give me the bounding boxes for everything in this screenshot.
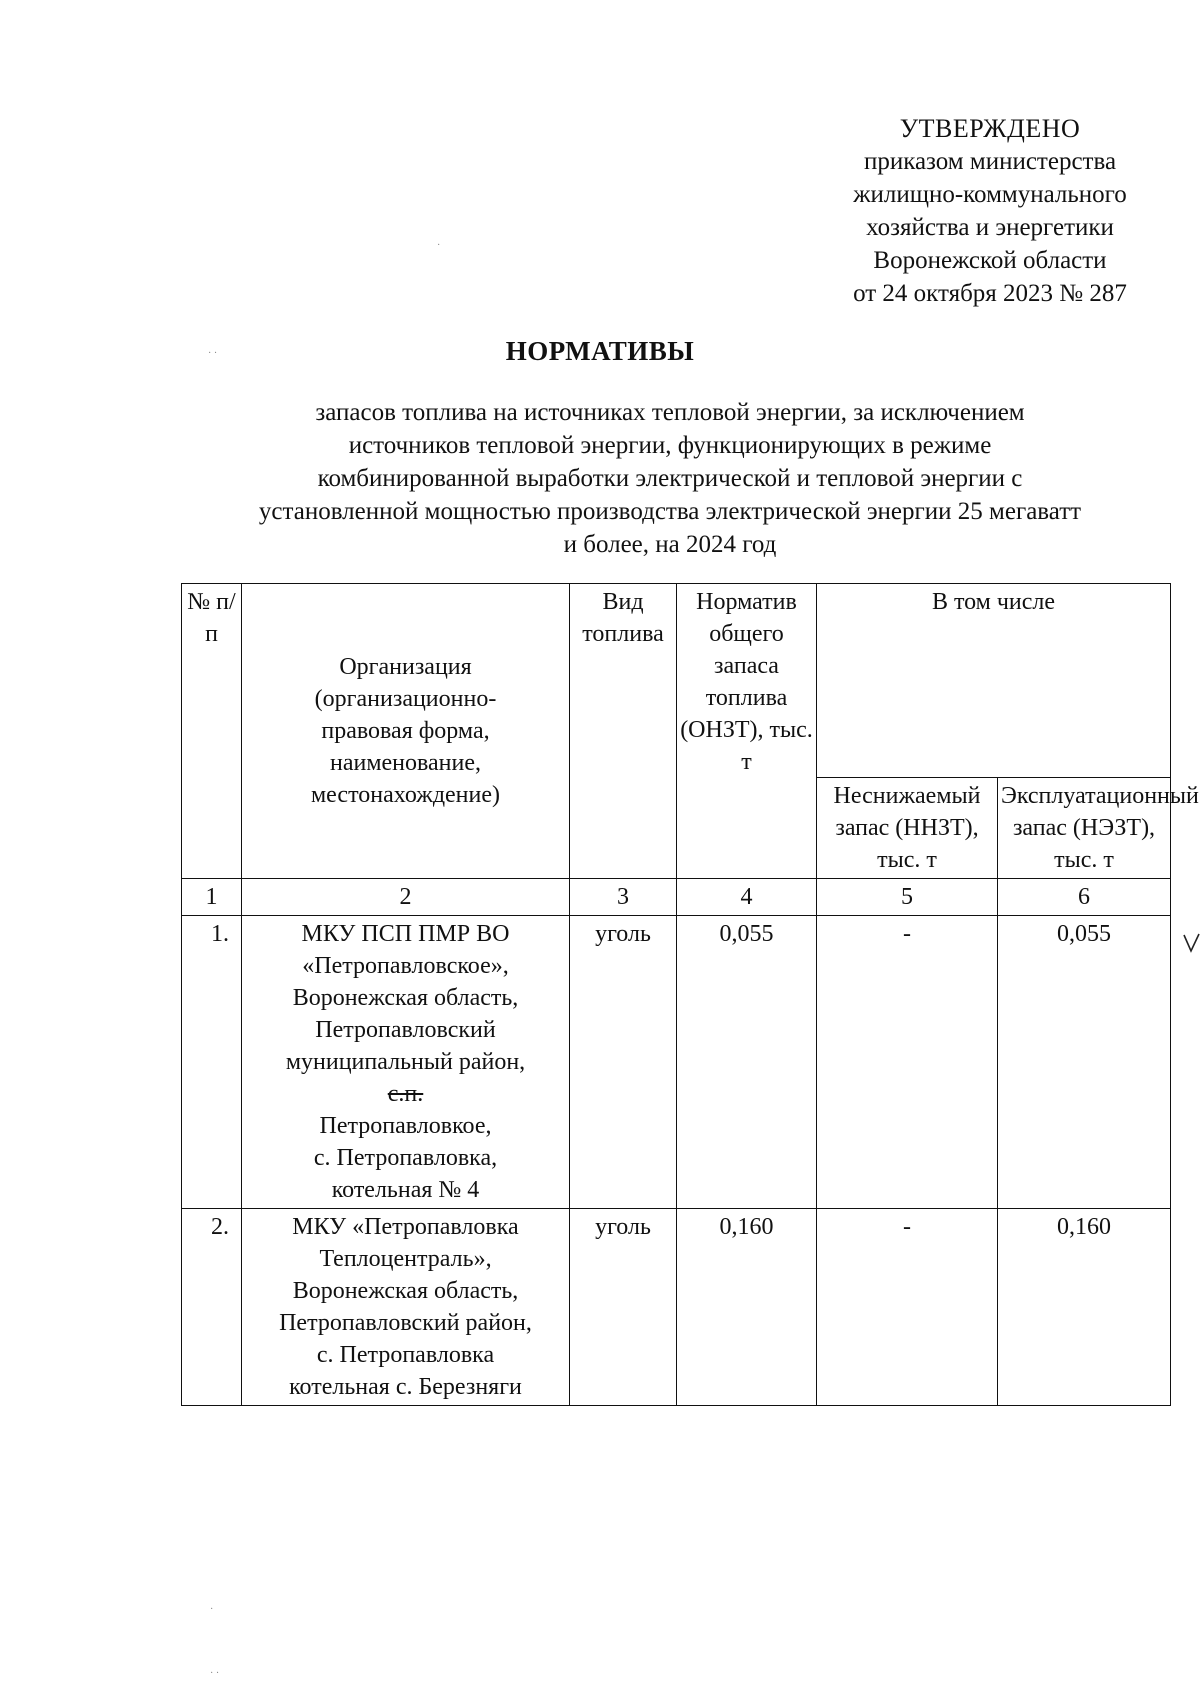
scan-speck-icon: · · xyxy=(208,348,218,359)
org-line: Воронежская область, xyxy=(292,1278,519,1304)
row-fuel-type: уголь xyxy=(570,916,677,1209)
row-no: 1. xyxy=(182,916,242,1209)
column-number: 1 xyxy=(182,879,242,916)
header-nnzt: Неснижаемый запас (ННЗТ), тыс. т xyxy=(817,778,998,879)
org-line: МКУ ПСП ПМР ВО xyxy=(301,921,510,947)
row-organization xyxy=(242,1209,570,1406)
table-row xyxy=(182,916,1171,1209)
scan-speck-icon: · xyxy=(437,240,441,251)
scan-speck-icon: · · xyxy=(210,1668,220,1679)
row-organization xyxy=(242,916,570,1209)
approval-line: приказом министерства xyxy=(863,148,1117,175)
row-nnzt: - xyxy=(817,1209,998,1406)
header-onzt: Норматив общего запаса топлива (ОНЗТ), тыс. т xyxy=(677,584,817,879)
row-nezt: 0,055 xyxy=(998,916,1171,1209)
column-number: 5 xyxy=(817,879,998,916)
scan-speck-icon: · xyxy=(210,1604,214,1615)
approval-line: от 24 октября 2023 № 287 xyxy=(853,280,1127,307)
row-nezt: 0,160 xyxy=(998,1209,1171,1406)
org-line: Теплоцентраль», xyxy=(319,1246,492,1272)
header-org-line: Организация xyxy=(339,654,472,680)
norms-table xyxy=(181,583,1199,1406)
approval-line: Воронежской области xyxy=(873,247,1107,274)
header-including: В том числе xyxy=(817,584,1171,778)
org-line: с. Петропавловка xyxy=(316,1342,495,1368)
header-organization xyxy=(242,584,570,879)
row-onzt: 0,055 xyxy=(677,916,817,1209)
org-line: муниципальный район, xyxy=(285,1049,526,1075)
subtitle-line: комбинированной выработки электрической и тепловой энергии с xyxy=(317,465,1023,492)
row-no: 2. xyxy=(182,1209,242,1406)
header-no: № п/п xyxy=(182,584,242,879)
approval-stamp xyxy=(820,112,1160,310)
row-onzt: 0,160 xyxy=(677,1209,817,1406)
handwritten-check-icon xyxy=(1183,932,1200,954)
column-number: 3 xyxy=(570,879,677,916)
row-fuel-type: уголь xyxy=(570,1209,677,1406)
document-subtitle xyxy=(190,396,1150,561)
org-line: «Петропавловское», xyxy=(302,953,509,979)
table-header-row xyxy=(182,584,1171,778)
org-line-rest: Петропавловкое, xyxy=(319,1113,492,1139)
header-org-line: наименование, xyxy=(329,750,482,776)
header-nezt: Эксплуатационный запас (НЭЗТ), тыс. т xyxy=(998,778,1171,879)
org-line: котельная № 4 xyxy=(331,1177,480,1203)
org-line: Петропавловский xyxy=(315,1017,496,1043)
org-line: Петропавловский район, xyxy=(279,1310,532,1336)
subtitle-line: запасов топлива на источниках тепловой энергии, за исключением xyxy=(315,399,1025,426)
org-line: котельная с. Березняги xyxy=(289,1374,522,1400)
column-number: 2 xyxy=(242,879,570,916)
header-org-line: (организационно- xyxy=(314,686,497,712)
subtitle-line: установленной мощностью производства электрической энергии 25 мегаватт xyxy=(258,498,1082,525)
header-fuel-type: Вид топлива xyxy=(570,584,677,879)
column-number-row xyxy=(182,879,1171,916)
document-title: НОРМАТИВЫ xyxy=(505,336,695,366)
column-number: 4 xyxy=(677,879,817,916)
approval-line: хозяйства и энергетики xyxy=(866,214,1114,241)
column-number: 6 xyxy=(998,879,1171,916)
struck-text: с.п. xyxy=(387,1081,424,1107)
org-line: МКУ «Петропавловка xyxy=(292,1214,519,1240)
subtitle-line: и более, на 2024 год xyxy=(563,531,777,558)
header-org-line: правовая форма, xyxy=(321,718,490,744)
row-nnzt: - xyxy=(817,916,998,1209)
table-row xyxy=(182,1209,1171,1406)
header-org-line: местонахождение) xyxy=(310,782,501,808)
subtitle-line: источников тепловой энергии, функционирующих в режиме xyxy=(348,432,992,459)
org-line: Воронежская область, xyxy=(292,985,519,1011)
approval-title: УТВЕРЖДЕНО xyxy=(899,114,1081,143)
approval-line: жилищно-коммунального xyxy=(853,181,1127,208)
org-line: с. Петропавловка, xyxy=(313,1145,498,1171)
org-line-struck xyxy=(245,1078,566,1142)
